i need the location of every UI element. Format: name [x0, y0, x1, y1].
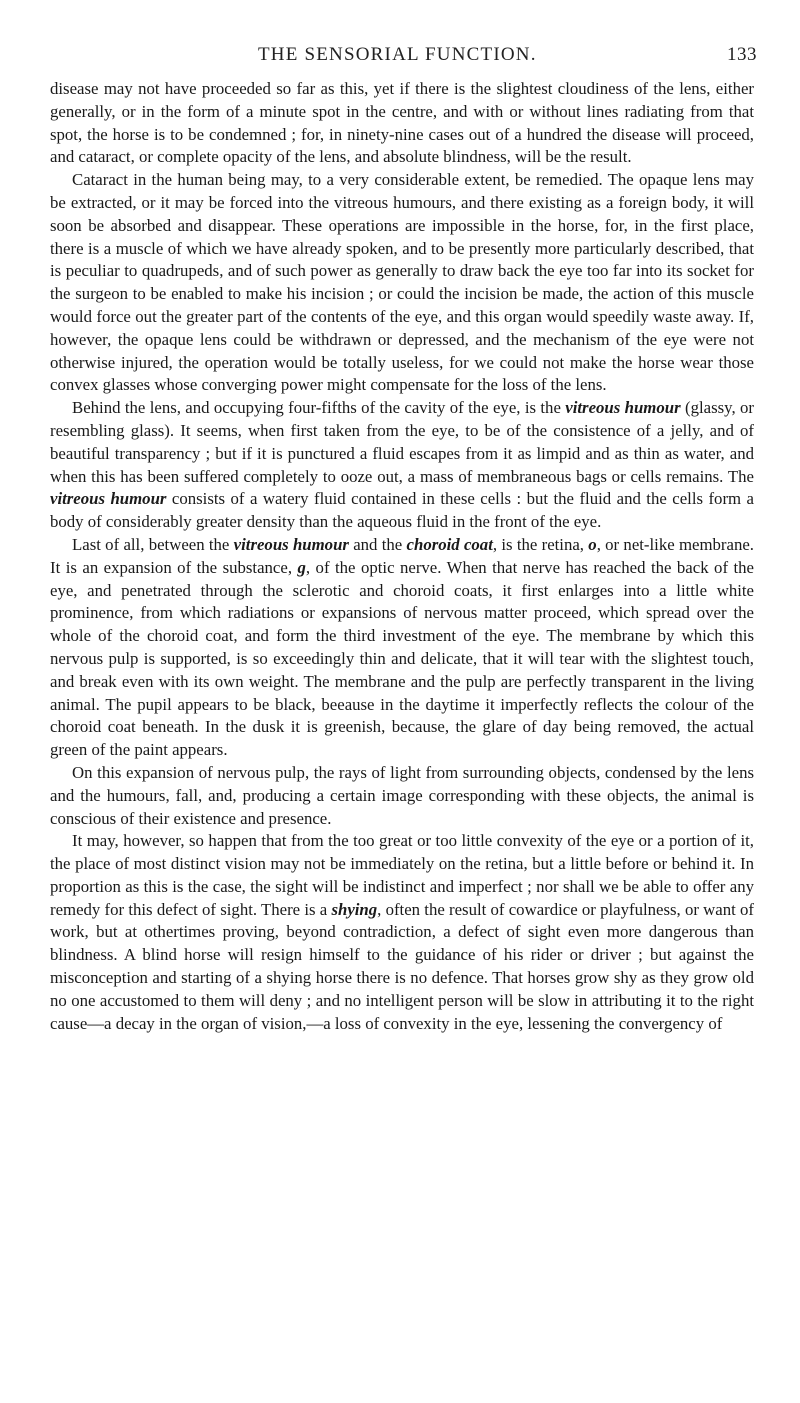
- book-page: [50, 34, 757, 1035]
- text-run: , is the retina,: [492, 534, 589, 554]
- text-run: On this expansion of nervous pulp, the rays of light from surrounding objects, condensed by the lens and the humours, fall, and, producing a certain image corresponding with these objects, the animal is conscious of their existence and presence.: [50, 762, 754, 828]
- running-title: THE SENSORIAL FUNCTION.: [258, 44, 537, 65]
- text-run: Cataract in the human being may, to a very considerable extent, be remedied. The opaque lens may be extracted, or it may be forced into the vitreous humours, and there existing as a foreign body, it will soon be absorbed and disappear. These operations are impossible in the horse, for, in the first place, there is a muscle of which we have already spoken, and to be presently more particularly described, that is peculiar to quadrupeds, and of such power as generally to draw back the eye too far into its socket for the surgeon to be enabled to make his incision ; or could the incision be made, the action of this muscle would force out the greater part of the contents of the eye, and this organ would speedily waste away. If, however, the opaque lens could be withdrawn or depressed, and the mechanism of the eye were not otherwise injured, the operation would be totally useless, for we could not make the horse wear those convex glasses whose converging power might compensate for the loss of the lens.: [50, 170, 754, 395]
- text-run: (glassy, or resembling glass). It seems, when first taken from the eye, to be of the consistence of a jelly, and of beautiful transparency ; but if it is punctured a fluid escapes from it as limpid and as thin as water, and when this has been suffered completely to ooze out, a mass of membraneous bags or cells remains. The: [50, 398, 754, 486]
- text-run: , or net-like membrane. It is an expansion of the substance,: [50, 534, 754, 577]
- italic-term: choroid coat: [406, 534, 493, 554]
- italic-term: vitreous humour: [50, 489, 167, 509]
- paragraph: [50, 169, 754, 397]
- text-run: Last of all, between the: [72, 534, 234, 554]
- paragraph: [50, 830, 754, 1035]
- paragraph: [50, 762, 754, 830]
- text-run: , often the result of cowardice or playfulness, or want of work, but at othertimes proving, beyond contradiction, a defect of sight even more dangerous than blindness. A blind horse will resign himself to the guidance of his rider or driver ; but against the misconception and starting of a shying horse there is no defence. That horses grow shy as they grow old no one accustomed to them will deny ; and no intelligent person will be slow in attributing it to the right cause—a decay in the organ of vision,—a loss of convexity in the eye, lessening the convergency of: [50, 899, 754, 1033]
- italic-term: shying: [331, 899, 378, 919]
- paragraph: [50, 534, 754, 762]
- text-run: disease may not have proceeded so far as this, yet if there is the slightest cloudiness of the lens, either generally, or in the form of a minute spot in the centre, and with or without lines radiating from that spot, the horse is to be condemned ; for, in ninety-nine cases out of a hundred the disease will proceed, and cataract, or complete opacity of the lens, and absolute blindness, will be the result.: [50, 79, 754, 167]
- text-run: It may, however, so happen that from the too great or too little convexity of the eye or a portion of it, the place of most distinct vision may not be immediately on the retina, but a little before or behind it. In proportion as this is the case, the sight will be indistinct and imperfect ; nor shall we be able to offer any remedy for this defect of sight. There is a: [50, 831, 754, 919]
- paragraph: [50, 397, 754, 534]
- body-text: [50, 78, 754, 1035]
- page-number: 133: [727, 44, 757, 65]
- text-run: Behind the lens, and occupying four-fifths of the cavity of the eye, is the: [72, 398, 566, 418]
- italic-term: vitreous humour: [233, 534, 349, 554]
- italic-term: vitreous humour: [565, 398, 681, 418]
- italic-term: o: [588, 534, 597, 554]
- text-run: and the: [348, 534, 407, 554]
- running-head: [50, 34, 757, 65]
- text-run: consists of a watery fluid contained in these cells : but the fluid and the cells form a body of considerably greater density than the aqueous fluid in the front of the eye.: [50, 489, 755, 532]
- italic-term: g: [297, 557, 306, 577]
- text-run: , of the optic nerve. When that nerve has reached the back of the eye, and penetrated through the sclerotic and choroid coats, it first enlarges into a little white prominence, from which radiations or expansions of nervous matter proceed, which spread over the whole of the choroid coat, and form the third investment of the eye. The membrane by which this nervous pulp is supported, is so exceedingly thin and delicate, that it will tear with the slightest touch, and break even with its own weight. The membrane and the pulp are perfectly transparent in the living animal. The pupil appears to be black, beeause in the daytime it imperfectly reflects the colour of the choroid coat beneath. In the dusk it is greenish, because, the glare of day being removed, the actual green of the paint appears.: [50, 557, 755, 760]
- paragraph: [50, 78, 754, 169]
